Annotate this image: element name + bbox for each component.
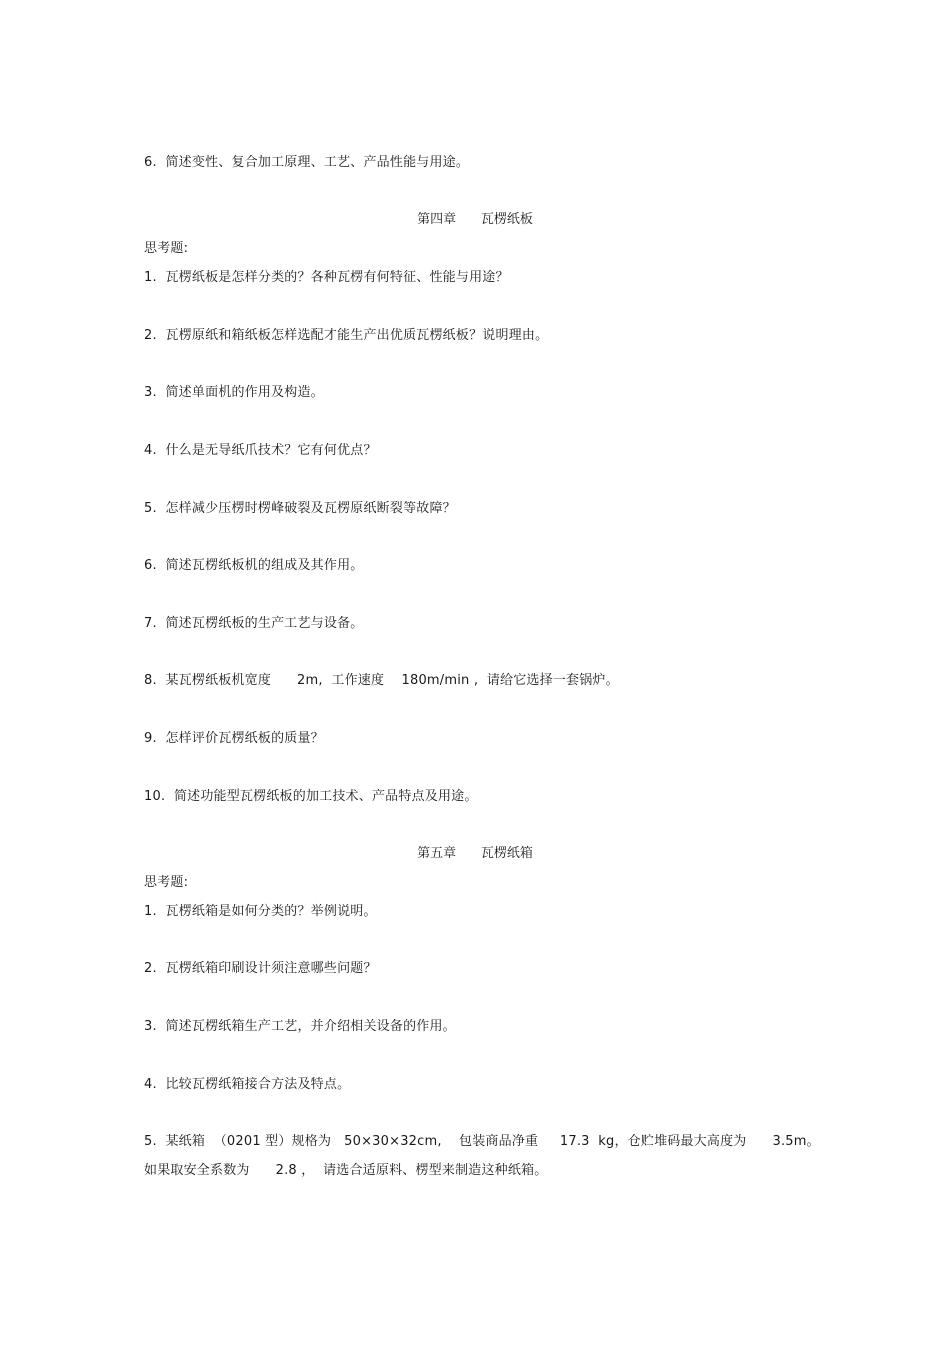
- chapter-5-subtitle: 思考题:: [144, 875, 189, 890]
- ch5-question-2: 2. 瓦楞纸箱印刷设计须注意哪些问题？: [144, 961, 377, 976]
- ch5-question-3: 3. 简述瓦楞纸箱生产工艺，并介绍相关设备的作用。: [144, 1019, 456, 1034]
- ch4-question-7: 7. 简述瓦楞纸板的生产工艺与设备。: [144, 616, 364, 631]
- chapter-4-subtitle: 思考题:: [144, 241, 189, 256]
- chapter-4-title-text: 第四章 瓦楞纸板: [417, 212, 533, 227]
- ch4-question-10: 10. 简述功能型瓦楞纸板的加工技术、产品特点及用途。: [144, 789, 478, 804]
- question-6-top: 6. 简述变性、复合加工原理、工艺、产品性能与用途。: [144, 155, 470, 170]
- chapter-4-title: [0, 211, 950, 229]
- ch5-question-1: 1. 瓦楞纸箱是如何分类的？举例说明。: [144, 904, 377, 919]
- chapter-5-title-text: 第五章 瓦楞纸箱: [417, 846, 533, 861]
- ch4-question-8: 8. 某瓦楞纸板机宽度 2m, 工作速度 180m/min , 请给它选择一套锅炉。: [144, 673, 619, 688]
- ch4-question-2: 2. 瓦楞原纸和箱纸板怎样选配才能生产出优质瓦楞纸板？说明理由。: [144, 328, 549, 343]
- ch5-question-5-continued: 如果取安全系数为 2.8 ， 请选合适原料、楞型来制造这种纸箱。: [144, 1163, 548, 1178]
- ch5-question-5: 5. 某纸箱 （0201 型）规格为 50×30×32cm, 包装商品净重 17.3 kg，仓贮堆码最大高度为 3.5m。: [144, 1134, 820, 1149]
- ch4-question-1: 1. 瓦楞纸板是怎样分类的？各种瓦楞有何特征、性能与用途？: [144, 270, 509, 285]
- ch4-question-6: 6. 简述瓦楞纸板机的组成及其作用。: [144, 558, 364, 573]
- ch5-question-4: 4. 比较瓦楞纸箱接合方法及特点。: [144, 1077, 351, 1092]
- ch4-question-4: 4. 什么是无导纸爪技术？它有何优点？: [144, 443, 377, 458]
- chapter-5-title: [0, 845, 950, 863]
- ch4-question-5: 5. 怎样减少压楞时楞峰破裂及瓦楞原纸断裂等故障？: [144, 501, 456, 516]
- ch4-question-3: 3. 简述单面机的作用及构造。: [144, 385, 324, 400]
- ch4-question-9: 9. 怎样评价瓦楞纸板的质量？: [144, 731, 324, 746]
